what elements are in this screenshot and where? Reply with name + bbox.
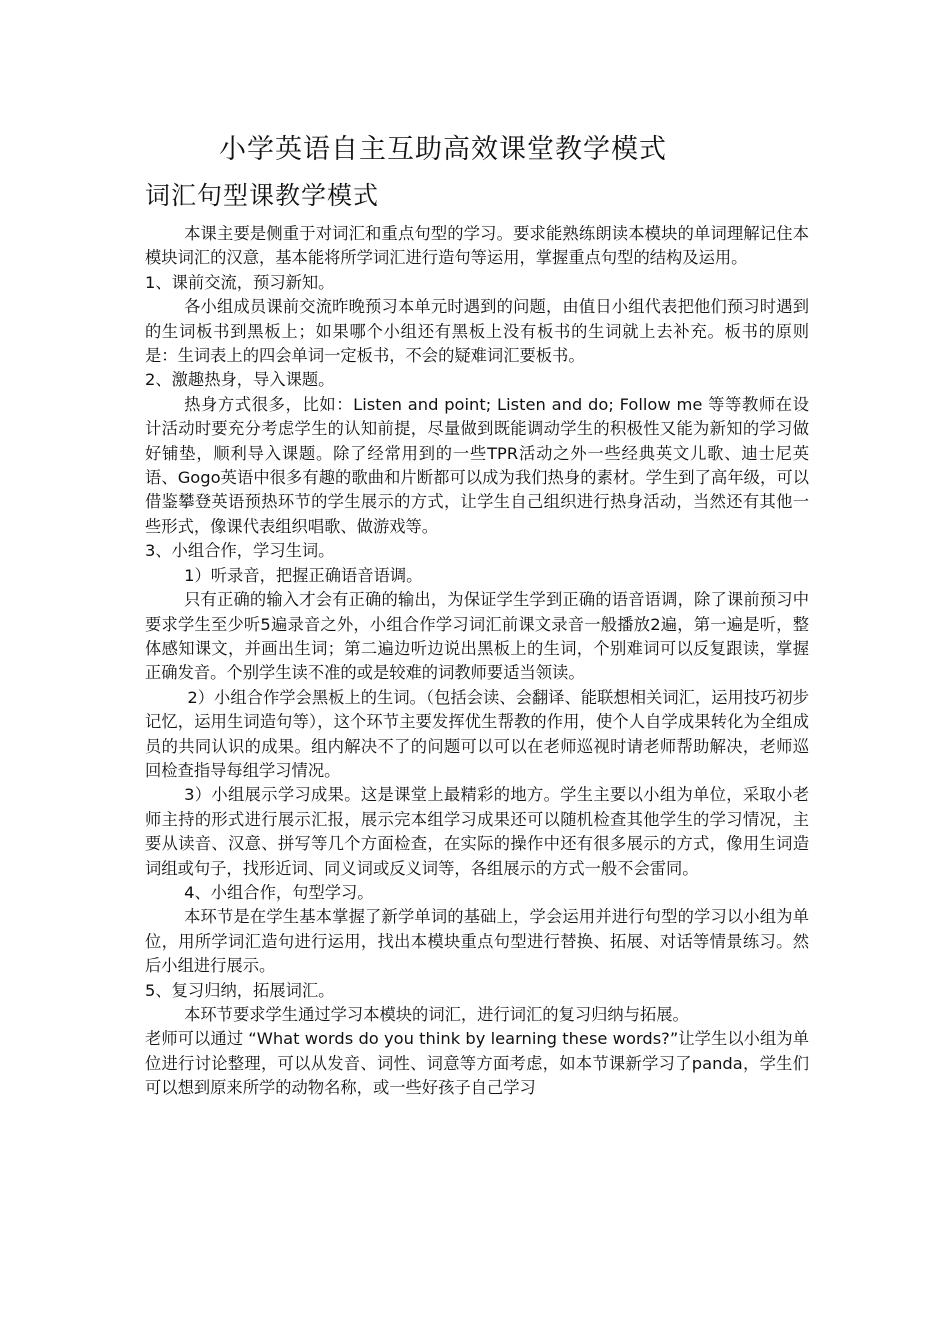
step-5-paragraph: 本环节要求学生通过学习本模块的词汇，进行词汇的复习归纳与拓展。 (184, 1005, 689, 1024)
step-3-sub-2-paragraph: 2）小组合作学会黑板上的生词。（包括会读、会翻译、能联想相关词汇，运用技巧初步记忆，运用生词造句等），这个环节主要发挥优生帮教的作用，使个人自学成果转化为全组成员的共同认识的成果。组内解决不了的问题可以可以在老师巡视时请老师帮助解决，老师巡回检查指导每组学习情况。 (145, 687, 809, 780)
step-1-paragraph: 各小组成员课前交流昨晚预习本单元时遇到的问题，由值日小组代表把他们预习时遇到的生词板书到黑板上；如果哪个小组还有黑板上没有板书的生词就上去补充。板书的原则是：生词表上的四会单词一定板书，不会的疑难词汇要板书。 (145, 297, 809, 366)
step-3-sub-1-heading: 1）听录音，把握正确语音语调。 (184, 565, 423, 585)
step-2-heading: 2、激趣热身，导入课题。 (145, 370, 335, 390)
step-3-heading: 3、小组合作，学习生词。 (145, 541, 335, 561)
intro-paragraph: 本课主要是侧重于对词汇和重点句型的学习。要求能熟练朗读本模块的单词理解记住本模块词汇的汉意，基本能将所学词汇进行造句等运用，掌握重点句型的结构及运用。 (145, 224, 809, 268)
step-3-sub-3-paragraph: 3）小组展示学习成果。这是课堂上最精彩的地方。学生主要以小组为单位，采取小老师主持的形式进行展示汇报，展示完本组学习成果还可以随机检查其他学生的学习情况，主要从读音、汉意、拼写等几个方面检查，在实际的操作中还有很多展示的方式，像用生词造词组或句子，找形近词、同义词或反义词等，各组展示的方式一般不会雷同。 (145, 785, 809, 878)
step-4-heading: 4、小组合作，句型学习。 (184, 882, 374, 902)
step-1-heading: 1、课前交流，预习新知。 (145, 272, 335, 292)
section-title: 词汇句型课教学模式 (145, 181, 380, 210)
step-4-paragraph: 本环节是在学生基本掌握了新学单词的基础上，学会运用并进行句型的学习以小组为单位，用所学词汇造句进行运用，找出本模块重点句型进行替换、拓展、对话等情景练习。然后小组进行展示。 (145, 907, 809, 976)
step-5-paragraph-continued: 老师可以通过 “What words do you think by learning these words?”让学生以小组为单位进行讨论整理，可以从发音、词性、词意等方面考虑，如本节课新学习了panda，学生们可以想到原来所学的动物名称，或一些好孩子自己学习 (145, 1029, 809, 1098)
document-page (145, 128, 809, 1101)
step-3-sub-1-paragraph: 只有正确的输入才会有正确的输出，为保证学生学到正确的语音语调，除了课前预习中要求学生至少听5遍录音之外，小组合作学习词汇前课文录音一般播放2遍，第一遍是听，整体感知课文，并画出生词；第二遍边听边说出黑板上的生词，个别难词可以反复跟读，掌握正确发音。个别学生读不准的或是较难的词教师要适当领读。 (145, 590, 809, 683)
step-2-paragraph: 热身方式很多，比如：Listen and point; Listen and do; Follow me 等等教师在设计活动时要充分考虑学生的认知前提，尽量做到既能调动学生的积极性又能为新知的学习做好铺垫，顺利导入课题。除了经常用到的一些TPR活动之外一些经典英文儿歌、迪士尼英语、Gogo英语中很多有趣的歌曲和片断都可以成为我们热身的素材。学生到了高年级，可以借鉴攀登英语预热环节的学生展示的方式，让学生自己组织进行热身活动，当然还有其他一些形式，像课代表组织唱歌、做游戏等。 (145, 394, 809, 536)
document-title: 小学英语自主互助高效课堂教学模式 (219, 134, 667, 165)
step-5-heading: 5、复习归纳，拓展词汇。 (145, 980, 335, 1000)
